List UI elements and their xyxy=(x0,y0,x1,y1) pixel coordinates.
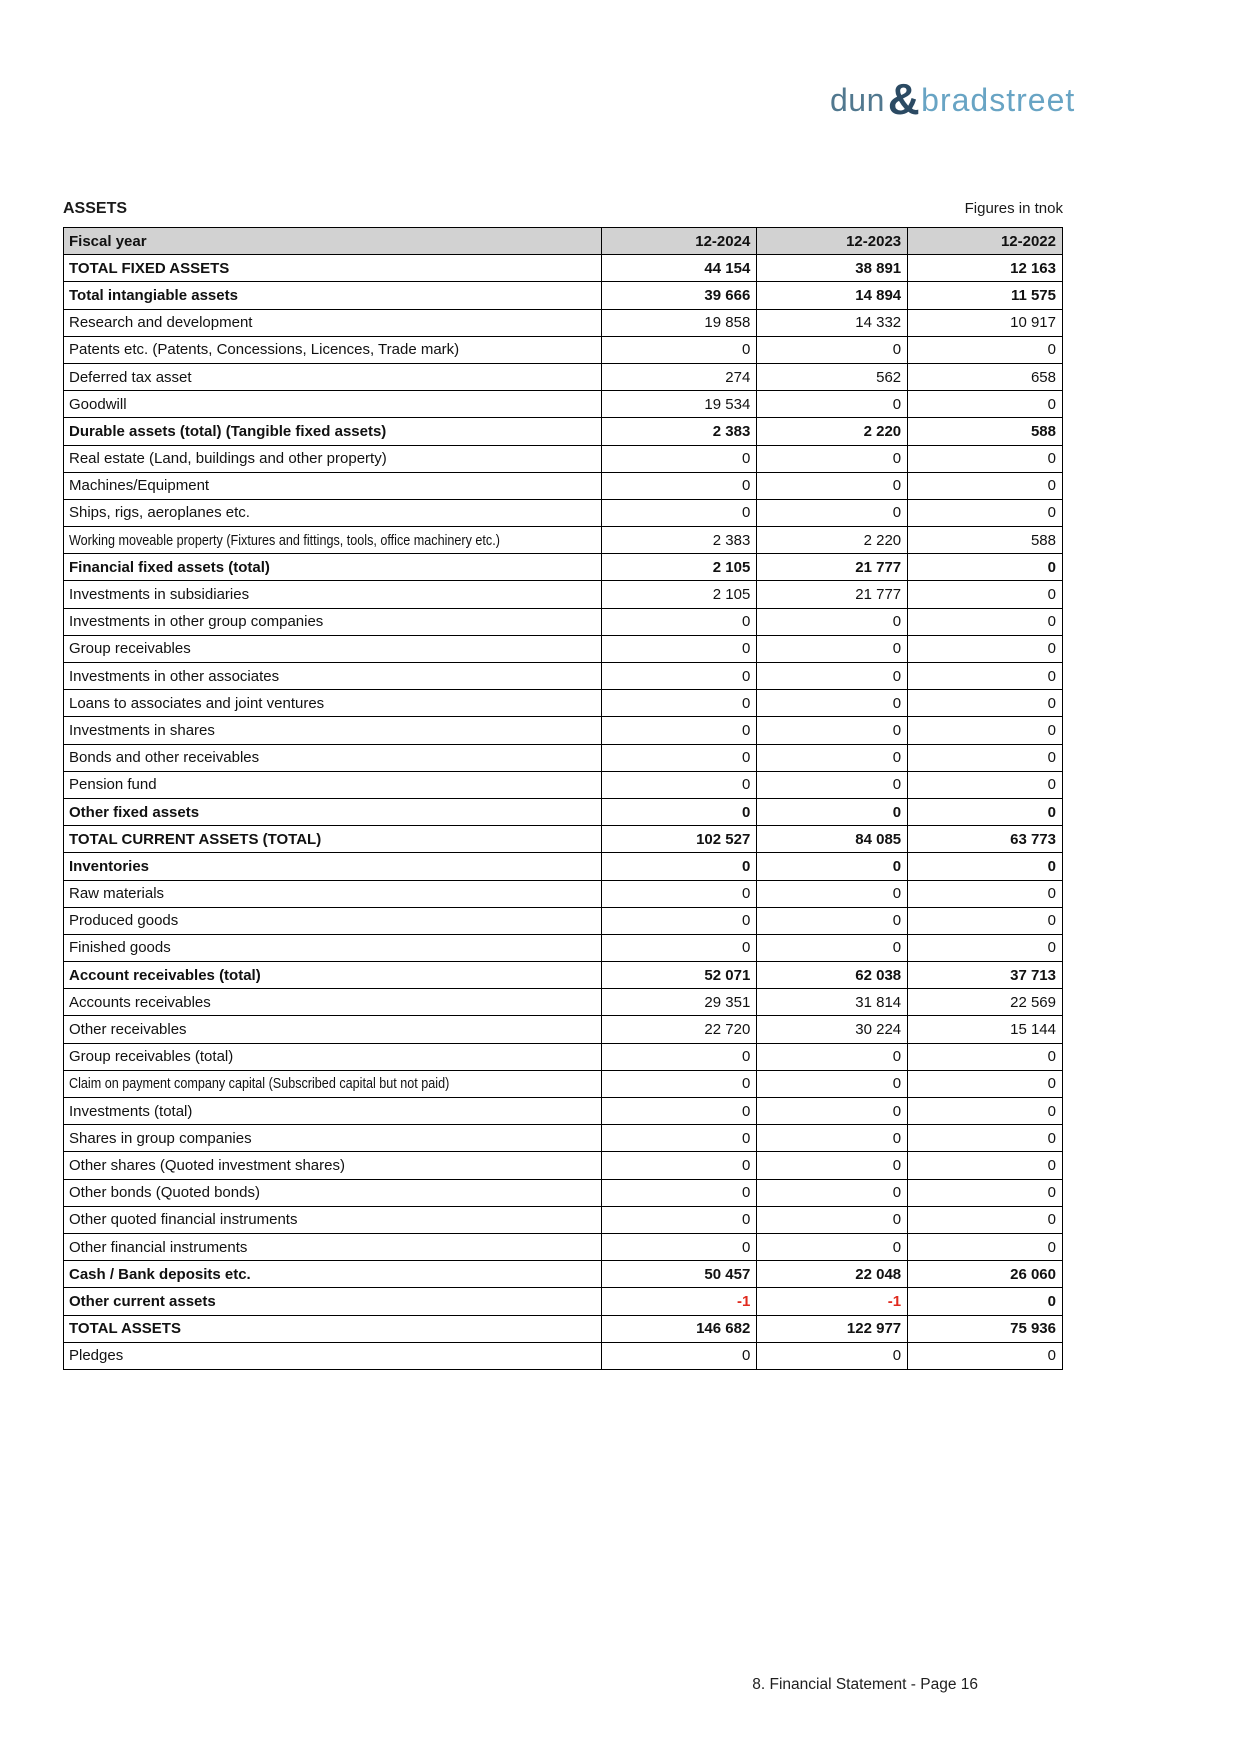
value-cell: 0 xyxy=(908,771,1063,798)
table-row xyxy=(64,1070,1063,1097)
value-cell: 0 xyxy=(757,1098,908,1125)
value-cell: 0 xyxy=(757,771,908,798)
value-cell: 75 936 xyxy=(908,1315,1063,1342)
row-label: Investments in other associates xyxy=(64,663,602,690)
value-cell: 22 048 xyxy=(757,1261,908,1288)
value-cell: 0 xyxy=(908,663,1063,690)
value-cell: 0 xyxy=(602,608,757,635)
row-label: Total intangiable assets xyxy=(64,282,602,309)
value-cell: 588 xyxy=(908,527,1063,554)
value-cell: 0 xyxy=(757,1125,908,1152)
value-cell: 63 773 xyxy=(908,826,1063,853)
row-label: Raw materials xyxy=(64,880,602,907)
value-cell: 102 527 xyxy=(602,826,757,853)
value-cell: 122 977 xyxy=(757,1315,908,1342)
value-cell: 39 666 xyxy=(602,282,757,309)
value-cell: 0 xyxy=(908,1179,1063,1206)
value-cell: 30 224 xyxy=(757,1016,908,1043)
value-cell: 0 xyxy=(757,744,908,771)
assets-table-body xyxy=(64,255,1063,1370)
table-row xyxy=(64,744,1063,771)
value-cell: 0 xyxy=(908,445,1063,472)
table-row xyxy=(64,282,1063,309)
value-cell: 0 xyxy=(908,472,1063,499)
value-cell: 0 xyxy=(757,663,908,690)
value-cell: 658 xyxy=(908,363,1063,390)
value-cell: 0 xyxy=(757,472,908,499)
row-label: Produced goods xyxy=(64,907,602,934)
row-label: Group receivables xyxy=(64,635,602,662)
value-cell: 0 xyxy=(908,581,1063,608)
value-cell: 0 xyxy=(602,1070,757,1097)
value-cell: 0 xyxy=(908,1288,1063,1315)
value-cell: 0 xyxy=(908,1070,1063,1097)
value-cell: 0 xyxy=(908,717,1063,744)
logo-word-dun: dun xyxy=(830,82,885,118)
table-row xyxy=(64,690,1063,717)
value-cell: 0 xyxy=(602,663,757,690)
table-row xyxy=(64,1206,1063,1233)
value-cell: 0 xyxy=(757,853,908,880)
row-label: Financial fixed assets (total) xyxy=(64,554,602,581)
value-cell: 62 038 xyxy=(757,962,908,989)
row-label: Other receivables xyxy=(64,1016,602,1043)
value-cell: 38 891 xyxy=(757,255,908,282)
value-cell: 0 xyxy=(908,635,1063,662)
value-cell: 0 xyxy=(908,554,1063,581)
value-cell: 15 144 xyxy=(908,1016,1063,1043)
value-cell: 2 105 xyxy=(602,554,757,581)
value-cell: 0 xyxy=(602,1152,757,1179)
value-cell: 0 xyxy=(908,1152,1063,1179)
value-cell: 274 xyxy=(602,363,757,390)
row-label: Patents etc. (Patents, Concessions, Licences, Trade mark) xyxy=(64,336,602,363)
table-row xyxy=(64,1125,1063,1152)
logo-word-bradstreet: bradstreet xyxy=(921,82,1076,118)
value-cell: 19 534 xyxy=(602,391,757,418)
row-label: Claim on payment company capital (Subscribed capital but not paid) xyxy=(64,1070,602,1097)
value-cell: 0 xyxy=(908,499,1063,526)
value-cell: 44 154 xyxy=(602,255,757,282)
assets-table xyxy=(63,227,1063,1370)
value-cell: 2 383 xyxy=(602,418,757,445)
value-cell: 50 457 xyxy=(602,1261,757,1288)
value-cell: 52 071 xyxy=(602,962,757,989)
value-cell: 0 xyxy=(908,798,1063,825)
value-cell: 0 xyxy=(757,1342,908,1369)
value-cell: 0 xyxy=(602,934,757,961)
table-row xyxy=(64,363,1063,390)
row-label: Other current assets xyxy=(64,1288,602,1315)
row-label: TOTAL CURRENT ASSETS (TOTAL) xyxy=(64,826,602,853)
value-cell: 0 xyxy=(757,934,908,961)
table-row xyxy=(64,336,1063,363)
value-cell: 2 383 xyxy=(602,527,757,554)
value-cell: 0 xyxy=(602,336,757,363)
table-row xyxy=(64,309,1063,336)
table-row xyxy=(64,554,1063,581)
row-label: Other fixed assets xyxy=(64,798,602,825)
value-cell: 19 858 xyxy=(602,309,757,336)
row-label: Machines/Equipment xyxy=(64,472,602,499)
row-label: TOTAL FIXED ASSETS xyxy=(64,255,602,282)
row-label: Investments in other group companies xyxy=(64,608,602,635)
row-label: Other bonds (Quoted bonds) xyxy=(64,1179,602,1206)
value-cell: 0 xyxy=(757,445,908,472)
value-cell: 0 xyxy=(602,690,757,717)
table-row xyxy=(64,663,1063,690)
row-label: Real estate (Land, buildings and other property) xyxy=(64,445,602,472)
value-cell: 0 xyxy=(757,880,908,907)
table-row xyxy=(64,771,1063,798)
page-footer: 8. Financial Statement - Page 16 xyxy=(752,1676,978,1693)
table-row xyxy=(64,418,1063,445)
value-cell: 0 xyxy=(908,690,1063,717)
value-cell: 0 xyxy=(908,853,1063,880)
table-row xyxy=(64,989,1063,1016)
value-cell: 12 163 xyxy=(908,255,1063,282)
row-label: Durable assets (total) (Tangible fixed assets) xyxy=(64,418,602,445)
value-cell: 0 xyxy=(602,1342,757,1369)
table-row xyxy=(64,608,1063,635)
row-label: Account receivables (total) xyxy=(64,962,602,989)
value-cell: 0 xyxy=(757,499,908,526)
table-row xyxy=(64,1342,1063,1369)
value-cell: 37 713 xyxy=(908,962,1063,989)
value-cell: 146 682 xyxy=(602,1315,757,1342)
value-cell: 26 060 xyxy=(908,1261,1063,1288)
row-label: Bonds and other receivables xyxy=(64,744,602,771)
row-label: Shares in group companies xyxy=(64,1125,602,1152)
value-cell: -1 xyxy=(602,1288,757,1315)
value-cell: 0 xyxy=(602,445,757,472)
row-label: Other quoted financial instruments xyxy=(64,1206,602,1233)
table-row xyxy=(64,1288,1063,1315)
value-cell: 0 xyxy=(602,907,757,934)
row-label: Other shares (Quoted investment shares) xyxy=(64,1152,602,1179)
value-cell: 2 105 xyxy=(602,581,757,608)
value-cell: 0 xyxy=(757,635,908,662)
value-cell: 0 xyxy=(757,1179,908,1206)
value-cell: 10 917 xyxy=(908,309,1063,336)
table-row xyxy=(64,717,1063,744)
row-label: Ships, rigs, aeroplanes etc. xyxy=(64,499,602,526)
value-cell: 0 xyxy=(602,880,757,907)
table-row xyxy=(64,1098,1063,1125)
value-cell: 14 894 xyxy=(757,282,908,309)
value-cell: 0 xyxy=(602,1125,757,1152)
value-cell: 0 xyxy=(908,934,1063,961)
table-row xyxy=(64,798,1063,825)
table-row xyxy=(64,255,1063,282)
heading-row xyxy=(63,200,1063,218)
value-cell: 0 xyxy=(757,717,908,744)
row-label: Accounts receivables xyxy=(64,989,602,1016)
value-cell: 0 xyxy=(757,1070,908,1097)
table-row xyxy=(64,934,1063,961)
table-row xyxy=(64,635,1063,662)
table-row xyxy=(64,445,1063,472)
row-label: Group receivables (total) xyxy=(64,1043,602,1070)
assets-table-container xyxy=(63,227,1063,1370)
value-cell: 0 xyxy=(908,391,1063,418)
row-label: Deferred tax asset xyxy=(64,363,602,390)
logo-ampersand-icon: & xyxy=(887,75,921,124)
row-label: Loans to associates and joint ventures xyxy=(64,690,602,717)
value-cell: 0 xyxy=(602,1233,757,1260)
value-cell: 0 xyxy=(757,798,908,825)
row-label: Research and development xyxy=(64,309,602,336)
row-label: Investments in shares xyxy=(64,717,602,744)
table-row xyxy=(64,1261,1063,1288)
value-cell: 22 569 xyxy=(908,989,1063,1016)
column-header-12-2023: 12-2023 xyxy=(757,228,908,255)
row-label: Other financial instruments xyxy=(64,1233,602,1260)
value-cell: 0 xyxy=(757,907,908,934)
value-cell: 0 xyxy=(602,499,757,526)
value-cell: 0 xyxy=(908,1342,1063,1369)
row-label: TOTAL ASSETS xyxy=(64,1315,602,1342)
value-cell: 0 xyxy=(908,907,1063,934)
table-row xyxy=(64,527,1063,554)
value-cell: 0 xyxy=(602,771,757,798)
table-row xyxy=(64,472,1063,499)
row-label: Investments in subsidiaries xyxy=(64,581,602,608)
row-label: Pension fund xyxy=(64,771,602,798)
value-cell: 0 xyxy=(757,1152,908,1179)
value-cell: 0 xyxy=(602,717,757,744)
row-label: Goodwill xyxy=(64,391,602,418)
value-cell: 0 xyxy=(908,1206,1063,1233)
value-cell: 0 xyxy=(602,1098,757,1125)
value-cell: 588 xyxy=(908,418,1063,445)
table-row xyxy=(64,826,1063,853)
value-cell: 0 xyxy=(757,1043,908,1070)
row-label: Working moveable property (Fixtures and fittings, tools, office machinery etc.) xyxy=(64,527,602,554)
row-label: Investments (total) xyxy=(64,1098,602,1125)
value-cell: 0 xyxy=(757,1233,908,1260)
table-row xyxy=(64,1179,1063,1206)
table-row xyxy=(64,962,1063,989)
value-cell: 0 xyxy=(757,608,908,635)
value-cell: 2 220 xyxy=(757,418,908,445)
value-cell: 0 xyxy=(908,744,1063,771)
page-title: ASSETS xyxy=(63,200,128,217)
value-cell: 0 xyxy=(602,1179,757,1206)
value-cell: 11 575 xyxy=(908,282,1063,309)
table-row xyxy=(64,880,1063,907)
table-header-row xyxy=(64,228,1063,255)
value-cell: 0 xyxy=(602,853,757,880)
table-row xyxy=(64,1016,1063,1043)
value-cell: 0 xyxy=(602,1206,757,1233)
table-row xyxy=(64,1315,1063,1342)
value-cell: 0 xyxy=(908,880,1063,907)
value-cell: 0 xyxy=(908,1043,1063,1070)
table-row xyxy=(64,1043,1063,1070)
row-label: Cash / Bank deposits etc. xyxy=(64,1261,602,1288)
value-cell: 0 xyxy=(757,336,908,363)
value-cell: 0 xyxy=(908,1098,1063,1125)
table-row xyxy=(64,853,1063,880)
dun-bradstreet-logo xyxy=(830,72,1075,122)
value-cell: 0 xyxy=(602,472,757,499)
value-cell: 0 xyxy=(602,798,757,825)
column-header-fiscal-year: Fiscal year xyxy=(64,228,602,255)
value-cell: 29 351 xyxy=(602,989,757,1016)
table-row xyxy=(64,499,1063,526)
value-cell: 562 xyxy=(757,363,908,390)
value-cell: 21 777 xyxy=(757,554,908,581)
row-label: Inventories xyxy=(64,853,602,880)
column-header-12-2022: 12-2022 xyxy=(908,228,1063,255)
value-cell: 31 814 xyxy=(757,989,908,1016)
column-header-12-2024: 12-2024 xyxy=(602,228,757,255)
value-cell: 0 xyxy=(908,336,1063,363)
value-cell: 0 xyxy=(602,635,757,662)
value-cell: 0 xyxy=(908,608,1063,635)
value-cell: 0 xyxy=(757,690,908,717)
value-cell: -1 xyxy=(757,1288,908,1315)
value-cell: 22 720 xyxy=(602,1016,757,1043)
table-row xyxy=(64,1233,1063,1260)
value-cell: 21 777 xyxy=(757,581,908,608)
value-cell: 0 xyxy=(602,744,757,771)
value-cell: 0 xyxy=(908,1125,1063,1152)
value-cell: 2 220 xyxy=(757,527,908,554)
table-row xyxy=(64,581,1063,608)
value-cell: 84 085 xyxy=(757,826,908,853)
value-cell: 14 332 xyxy=(757,309,908,336)
value-cell: 0 xyxy=(757,391,908,418)
row-label: Finished goods xyxy=(64,934,602,961)
value-cell: 0 xyxy=(908,1233,1063,1260)
row-label: Pledges xyxy=(64,1342,602,1369)
value-cell: 0 xyxy=(757,1206,908,1233)
table-row xyxy=(64,1152,1063,1179)
table-row xyxy=(64,907,1063,934)
table-row xyxy=(64,391,1063,418)
value-cell: 0 xyxy=(602,1043,757,1070)
unit-note: Figures in tnok xyxy=(964,200,1063,217)
